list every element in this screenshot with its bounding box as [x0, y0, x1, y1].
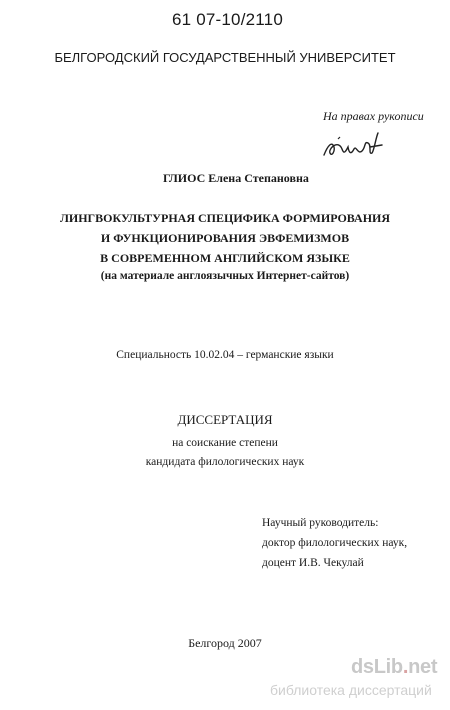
watermark-logo-main: dsLib: [351, 656, 403, 678]
thesis-title-subtitle: (на материале англоязычных Интернет-сайтов): [100, 270, 350, 282]
supervisor-degree: доктор филологических наук,: [262, 537, 408, 549]
university-name: БЕЛГОРОДСКИЙ ГОСУДАРСТВЕННЫЙ УНИВЕРСИТЕТ: [54, 50, 396, 65]
thesis-title-line-1: ЛИНГВОКУЛЬТУРНАЯ СПЕЦИФИКА ФОРМИРОВАНИЯ: [59, 211, 391, 225]
watermark-caption: библиотека диссертаций: [270, 682, 432, 698]
thesis-title-line-3: В СОВРЕМЕННОМ АНГЛИЙСКОМ ЯЗЫКЕ: [100, 251, 350, 265]
supervisor-label: Научный руководитель:: [262, 517, 379, 529]
specialty-line: Специальность 10.02.04 – германские языки: [116, 349, 334, 361]
thesis-title-line-2: И ФУНКЦИОНИРОВАНИЯ ЭВФЕМИЗМОВ: [100, 231, 350, 245]
degree-line-2: кандидата филологических наук: [145, 456, 305, 468]
city-year: Белгород 2007: [188, 636, 262, 650]
author-name: ГЛИОС Елена Степановна: [163, 171, 309, 185]
manuscript-rights-note: На правах рукописи: [323, 109, 424, 123]
handwritten-signature: [318, 127, 388, 167]
watermark-logo: [351, 656, 437, 679]
watermark-logo-dot: .: [402, 656, 409, 678]
dissertation-heading: ДИССЕРТАЦИЯ: [177, 412, 273, 427]
document-number: 61 07-10/2110: [172, 10, 283, 29]
degree-line-1: на соискание степени: [172, 437, 278, 449]
supervisor-name: доцент И.В. Чекулай: [262, 557, 364, 569]
watermark-logo-tld: net: [408, 656, 438, 678]
